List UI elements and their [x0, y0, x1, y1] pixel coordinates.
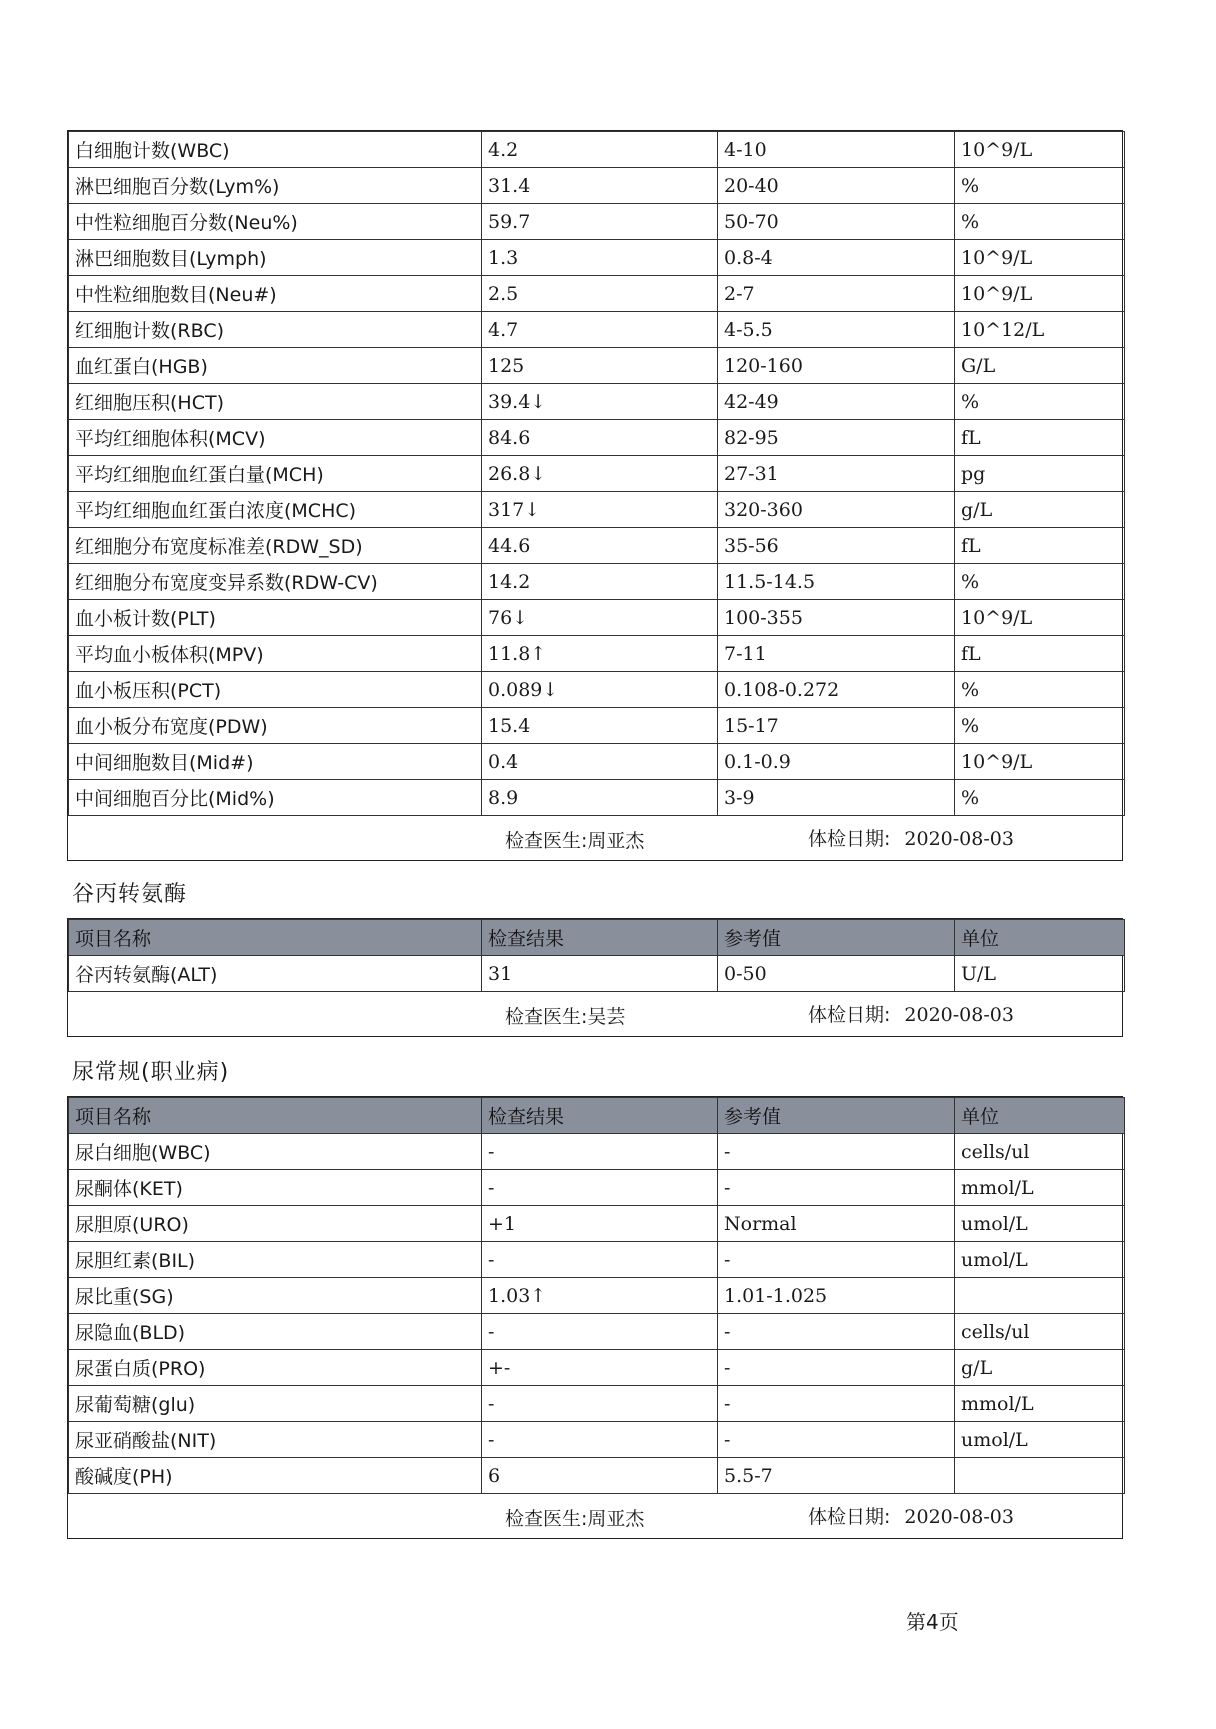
reference-range: -: [718, 1170, 955, 1206]
reference-range: 4-5.5: [718, 312, 955, 348]
reference-range: 27-31: [718, 456, 955, 492]
result-value: -: [482, 1422, 718, 1458]
table-row: [69, 636, 1125, 672]
reference-range: 7-11: [718, 636, 955, 672]
result-value: -: [482, 1170, 718, 1206]
result-value: -: [482, 1242, 718, 1278]
item-name: 血小板压积(PCT): [69, 672, 482, 708]
result-value: 4.7: [482, 312, 718, 348]
reference-range: 50-70: [718, 204, 955, 240]
table-row: [69, 1170, 1125, 1206]
date-value: 2020-08-03: [904, 1004, 1014, 1026]
item-name: 酸碱度(PH): [69, 1458, 482, 1494]
urine-table: [68, 1097, 1125, 1494]
item-name: 白细胞计数(WBC): [69, 132, 482, 168]
item-name: 平均红细胞体积(MCV): [69, 420, 482, 456]
result-value: -: [482, 1134, 718, 1170]
unit: fL: [955, 636, 1125, 672]
result-value: 125: [482, 348, 718, 384]
reference-range: 0.1-0.9: [718, 744, 955, 780]
item-name: 血小板分布宽度(PDW): [69, 708, 482, 744]
result-value: 31.4: [482, 168, 718, 204]
urine-rows: [69, 1098, 1125, 1494]
table-row: [69, 600, 1125, 636]
alt-table: [68, 919, 1125, 992]
item-name: 红细胞分布宽度变异系数(RDW-CV): [69, 564, 482, 600]
item-name: 红细胞分布宽度标准差(RDW_SD): [69, 528, 482, 564]
reference-range: 120-160: [718, 348, 955, 384]
doctor-signature: [505, 1504, 644, 1531]
table-row: [69, 708, 1125, 744]
exam-date: [808, 824, 1014, 851]
unit: %: [955, 384, 1125, 420]
item-name: 尿白细胞(WBC): [69, 1134, 482, 1170]
blood-routine-table: [68, 131, 1125, 816]
unit: 10^9/L: [955, 276, 1125, 312]
doctor-signature: [505, 826, 644, 853]
item-name: 尿葡萄糖(glu): [69, 1386, 482, 1422]
unit: mmol/L: [955, 1170, 1125, 1206]
unit: umol/L: [955, 1242, 1125, 1278]
exam-date: [808, 1502, 1014, 1529]
date-value: 2020-08-03: [904, 828, 1014, 850]
unit: [955, 1278, 1125, 1314]
reference-range: 3-9: [718, 780, 955, 816]
reference-range: 0-50: [718, 956, 955, 992]
date-value: 2020-08-03: [904, 1506, 1014, 1528]
item-name: 尿蛋白质(PRO): [69, 1350, 482, 1386]
column-header: 参考值: [718, 920, 955, 956]
reference-range: 4-10: [718, 132, 955, 168]
result-value: 59.7: [482, 204, 718, 240]
result-value: 0.4: [482, 744, 718, 780]
item-name: 尿亚硝酸盐(NIT): [69, 1422, 482, 1458]
result-value: -: [482, 1314, 718, 1350]
item-name: 红细胞计数(RBC): [69, 312, 482, 348]
blood-routine-footer: [68, 816, 1122, 860]
unit: %: [955, 780, 1125, 816]
table-row: [69, 168, 1125, 204]
reference-range: 5.5-7: [718, 1458, 955, 1494]
reference-range: Normal: [718, 1206, 955, 1242]
result-value: +-: [482, 1350, 718, 1386]
page-number: 第4页: [906, 1610, 959, 1634]
table-row: [69, 420, 1125, 456]
table-row: [69, 1206, 1125, 1242]
reference-range: -: [718, 1242, 955, 1278]
table-row: [69, 240, 1125, 276]
column-header: 单位: [955, 1098, 1125, 1134]
alt-rows: [69, 920, 1125, 992]
doctor-label: 检查医生:: [505, 1508, 588, 1530]
item-name: 平均红细胞血红蛋白浓度(MCHC): [69, 492, 482, 528]
item-name: 尿隐血(BLD): [69, 1314, 482, 1350]
unit: umol/L: [955, 1206, 1125, 1242]
result-value: 1.3: [482, 240, 718, 276]
reference-range: 0.108-0.272: [718, 672, 955, 708]
table-row: [69, 744, 1125, 780]
alt-footer: [68, 992, 1122, 1036]
result-value: 1.03↑: [482, 1278, 718, 1314]
unit: 10^9/L: [955, 132, 1125, 168]
table-header-row: [69, 920, 1125, 956]
item-name: 尿胆原(URO): [69, 1206, 482, 1242]
result-value: 26.8↓: [482, 456, 718, 492]
unit: 10^9/L: [955, 744, 1125, 780]
table-row: [69, 672, 1125, 708]
table-header-row: [69, 1098, 1125, 1134]
doctor-name: 周亚杰: [587, 1508, 645, 1530]
reference-range: -: [718, 1350, 955, 1386]
unit: 10^9/L: [955, 240, 1125, 276]
result-value: 6: [482, 1458, 718, 1494]
doctor-label: 检查医生:: [505, 830, 588, 852]
item-name: 平均血小板体积(MPV): [69, 636, 482, 672]
doctor-name: 吴芸: [587, 1006, 626, 1028]
alt-section-title: 谷丙转氨酶: [72, 882, 188, 907]
unit: %: [955, 708, 1125, 744]
result-value: 2.5: [482, 276, 718, 312]
doctor-signature: [505, 1002, 625, 1029]
item-name: 淋巴细胞数目(Lymph): [69, 240, 482, 276]
reference-range: 82-95: [718, 420, 955, 456]
table-row: [69, 1314, 1125, 1350]
result-value: 44.6: [482, 528, 718, 564]
column-header: 参考值: [718, 1098, 955, 1134]
urine-footer: [68, 1494, 1122, 1538]
table-row: [69, 1134, 1125, 1170]
table-row: [69, 204, 1125, 240]
date-label: 体检日期:: [808, 1506, 891, 1528]
result-value: 4.2: [482, 132, 718, 168]
reference-range: 1.01-1.025: [718, 1278, 955, 1314]
result-value: 8.9: [482, 780, 718, 816]
table-row: [69, 1350, 1125, 1386]
result-value: 317↓: [482, 492, 718, 528]
reference-range: 35-56: [718, 528, 955, 564]
table-row: [69, 956, 1125, 992]
result-value: 0.089↓: [482, 672, 718, 708]
column-header: 项目名称: [69, 1098, 482, 1134]
table-row: [69, 1242, 1125, 1278]
result-value: +1: [482, 1206, 718, 1242]
blood-routine-rows: [69, 132, 1125, 816]
reference-range: 11.5-14.5: [718, 564, 955, 600]
unit: fL: [955, 528, 1125, 564]
result-value: 39.4↓: [482, 384, 718, 420]
item-name: 中间细胞数目(Mid#): [69, 744, 482, 780]
table-row: [69, 312, 1125, 348]
unit: %: [955, 168, 1125, 204]
column-header: 项目名称: [69, 920, 482, 956]
item-name: 血小板计数(PLT): [69, 600, 482, 636]
unit: %: [955, 672, 1125, 708]
unit: fL: [955, 420, 1125, 456]
item-name: 谷丙转氨酶(ALT): [69, 956, 482, 992]
reference-range: -: [718, 1422, 955, 1458]
table-row: [69, 456, 1125, 492]
table-row: [69, 528, 1125, 564]
table-row: [69, 492, 1125, 528]
table-row: [69, 132, 1125, 168]
unit: 10^12/L: [955, 312, 1125, 348]
unit: umol/L: [955, 1422, 1125, 1458]
urine-block: [67, 1096, 1123, 1539]
doctor-name: 周亚杰: [587, 830, 645, 852]
unit: pg: [955, 456, 1125, 492]
unit: g/L: [955, 492, 1125, 528]
item-name: 中性粒细胞百分数(Neu%): [69, 204, 482, 240]
column-header: 单位: [955, 920, 1125, 956]
reference-range: -: [718, 1134, 955, 1170]
unit: U/L: [955, 956, 1125, 992]
unit: g/L: [955, 1350, 1125, 1386]
column-header: 检查结果: [482, 920, 718, 956]
item-name: 中间细胞百分比(Mid%): [69, 780, 482, 816]
date-label: 体检日期:: [808, 828, 891, 850]
reference-range: 100-355: [718, 600, 955, 636]
table-row: [69, 1458, 1125, 1494]
unit: %: [955, 204, 1125, 240]
table-row: [69, 384, 1125, 420]
table-row: [69, 276, 1125, 312]
table-row: [69, 1278, 1125, 1314]
reference-range: 320-360: [718, 492, 955, 528]
item-name: 淋巴细胞百分数(Lym%): [69, 168, 482, 204]
table-row: [69, 780, 1125, 816]
table-row: [69, 1422, 1125, 1458]
unit: mmol/L: [955, 1386, 1125, 1422]
reference-range: -: [718, 1386, 955, 1422]
item-name: 平均红细胞血红蛋白量(MCH): [69, 456, 482, 492]
alt-block: [67, 918, 1123, 1037]
result-value: 31: [482, 956, 718, 992]
doctor-label: 检查医生:: [505, 1006, 588, 1028]
table-row: [69, 564, 1125, 600]
reference-range: 2-7: [718, 276, 955, 312]
item-name: 红细胞压积(HCT): [69, 384, 482, 420]
item-name: 尿比重(SG): [69, 1278, 482, 1314]
reference-range: -: [718, 1314, 955, 1350]
blood-routine-block: [67, 130, 1123, 861]
item-name: 血红蛋白(HGB): [69, 348, 482, 384]
unit: [955, 1458, 1125, 1494]
reference-range: 0.8-4: [718, 240, 955, 276]
exam-date: [808, 1000, 1014, 1027]
item-name: 尿酮体(KET): [69, 1170, 482, 1206]
unit: %: [955, 564, 1125, 600]
reference-range: 42-49: [718, 384, 955, 420]
reference-range: 15-17: [718, 708, 955, 744]
reference-range: 20-40: [718, 168, 955, 204]
item-name: 中性粒细胞数目(Neu#): [69, 276, 482, 312]
unit: cells/ul: [955, 1134, 1125, 1170]
result-value: 11.8↑: [482, 636, 718, 672]
result-value: 15.4: [482, 708, 718, 744]
date-label: 体检日期:: [808, 1004, 891, 1026]
item-name: 尿胆红素(BIL): [69, 1242, 482, 1278]
table-row: [69, 348, 1125, 384]
result-value: -: [482, 1386, 718, 1422]
table-row: [69, 1386, 1125, 1422]
urine-section-title: 尿常规(职业病): [72, 1060, 230, 1085]
result-value: 84.6: [482, 420, 718, 456]
result-value: 14.2: [482, 564, 718, 600]
unit: G/L: [955, 348, 1125, 384]
column-header: 检查结果: [482, 1098, 718, 1134]
result-value: 76↓: [482, 600, 718, 636]
unit: cells/ul: [955, 1314, 1125, 1350]
unit: 10^9/L: [955, 600, 1125, 636]
